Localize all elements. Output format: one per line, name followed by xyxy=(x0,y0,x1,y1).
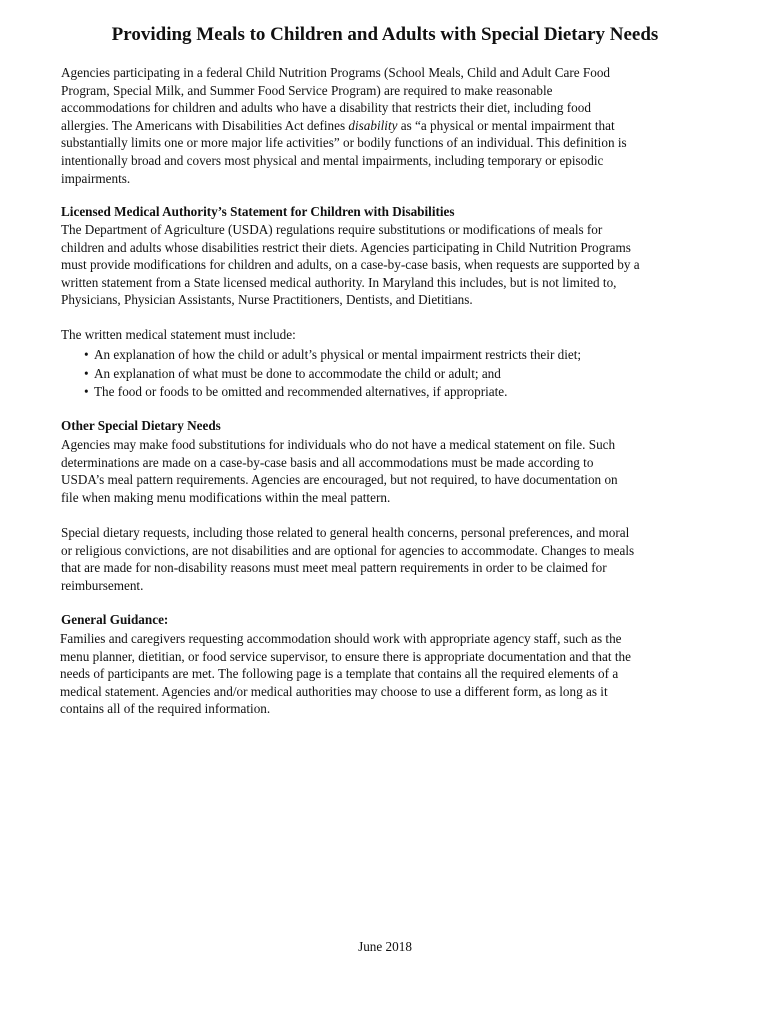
list-item-text: An explanation of how the child or adult’s physical or mental impairment restricts their diet; xyxy=(94,347,582,362)
list-item-text: An explanation of what must be done to accommodate the child or adult; and xyxy=(94,365,501,381)
list-item xyxy=(84,365,581,384)
intro-line: substantially limits one or more major life activities” or bodily functions of an individual. This definition is xyxy=(61,135,627,151)
general-line: menu planner, dietitian, or food service supervisor, to ensure there is appropriate documentation and that the xyxy=(60,648,631,664)
page-footer-date: June 2018 xyxy=(358,939,412,954)
general-paragraph xyxy=(60,630,710,718)
list-item xyxy=(84,383,581,402)
licensed-line: children and adults whose disabilities restrict their diets. Agencies participating in Child Nutrition Programs xyxy=(61,239,631,255)
general-line: contains all of the required information. xyxy=(60,701,271,717)
licensed-line: The Department of Agriculture (USDA) regulations require substitutions or modifications of meals for xyxy=(61,222,603,237)
intro-line: Agencies participating in a federal Child Nutrition Programs (School Meals, Child and Adult Care Food xyxy=(61,65,611,80)
special-line: Special dietary requests, including those related to general health concerns, personal preferences, and moral xyxy=(61,525,630,540)
intro-line: accommodations for children and adults who have a disability that restricts their diet, including food xyxy=(61,100,591,116)
list-item xyxy=(84,346,581,365)
other-paragraph xyxy=(61,436,711,506)
other-line: Agencies may make food substitutions for individuals who do not have a medical statement on file. Such xyxy=(61,437,616,452)
other-line: determinations are made on a case-by-case basis and all accommodations must be made according to xyxy=(61,454,594,470)
general-line: needs of participants are met. The following page is a template that contains all the required elements of a xyxy=(60,666,619,682)
licensed-line: Physicians, Physician Assistants, Nurse Practitioners, Dentists, and Dietitians. xyxy=(61,292,473,308)
licensed-paragraph xyxy=(61,221,711,309)
other-heading: Other Special Dietary Needs xyxy=(61,418,221,433)
intro-line: Program, Special Milk, and Summer Food Service Program) are required to make reasonable xyxy=(61,82,553,98)
special-paragraph xyxy=(61,524,711,594)
licensed-line: written statement from a State licensed medical authority. In Maryland this includes, but is not limited to, xyxy=(61,274,617,290)
special-line: reimbursement. xyxy=(61,577,144,593)
statement-intro-text: The written medical statement must include: xyxy=(61,327,296,342)
intro-line-text: as “a physical or mental impairment that xyxy=(397,117,615,133)
special-line: or religious convictions, are not disabilities and are optional for agencies to accommodate. Changes to meals xyxy=(61,542,635,558)
list-item-text: The food or foods to be omitted and recommended alternatives, if appropriate. xyxy=(94,384,508,399)
general-line: Families and caregivers requesting accommodation should work with appropriate agency staff, such as the xyxy=(60,631,622,646)
intro-paragraph xyxy=(61,64,711,187)
intro-line: intentionally broad and covers most physical and mental impairments, including temporary or episodic xyxy=(61,152,604,168)
general-heading: General Guidance: xyxy=(61,612,169,627)
special-line: that are made for non-disability reasons must meet meal pattern requirements in order to be claimed for xyxy=(61,560,607,576)
statement-list xyxy=(84,346,581,402)
bullet-icon: • xyxy=(84,347,89,362)
page-title: Providing Meals to Children and Adults with Special Dietary Needs xyxy=(111,24,659,45)
licensed-heading: Licensed Medical Authority’s Statement for Children with Disabilities xyxy=(61,204,455,219)
bullet-icon: • xyxy=(84,384,89,399)
statement-intro xyxy=(61,326,711,344)
bullet-icon: • xyxy=(84,365,89,381)
other-line: USDA’s meal pattern requirements. Agencies are encouraged, but not required, to have documentation on xyxy=(61,472,618,488)
intro-line: impairments. xyxy=(61,170,131,186)
intro-line-text: allergies. The Americans with Disabilities Act defines xyxy=(61,117,349,133)
general-line: medical statement. Agencies and/or medical authorities may choose to use a different form, as long as it xyxy=(60,683,608,699)
licensed-line: must provide modifications for children and adults, on a case-by-case basis, when requests are supported by a xyxy=(61,257,640,273)
other-line: file when making menu modifications within the meal pattern. xyxy=(61,489,391,505)
disability-term: disability xyxy=(348,117,398,133)
intro-line-with-definition xyxy=(61,117,711,135)
